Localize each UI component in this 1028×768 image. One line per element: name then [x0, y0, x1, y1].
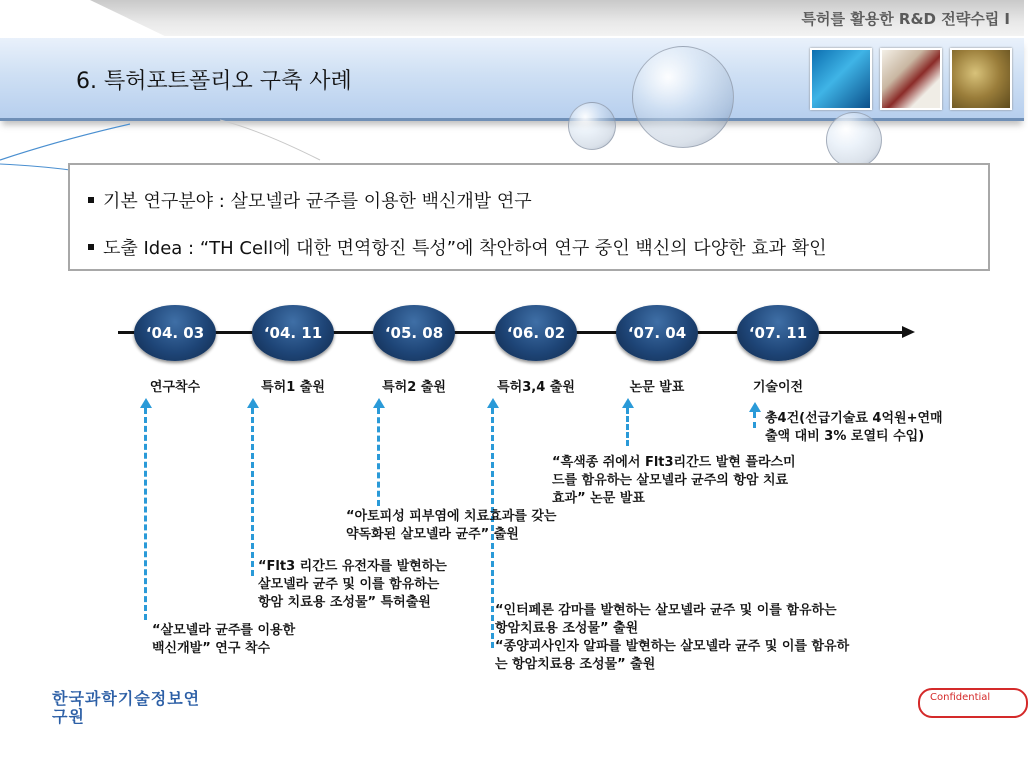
footer-org-name: 한국과학기술정보연구원 [52, 689, 201, 726]
connector-line [626, 408, 629, 446]
milestone-description: “인터페론 감마를 발현하는 살모넬라 균주 및 이를 함유하는 항암치료용 조성물” 출원 “종양괴사인자 알파를 발현하는 살모넬라 균주 및 이를 함유하 는 항암치료용 조성물” 출원 [495, 603, 850, 672]
up-arrow-icon [140, 398, 152, 408]
up-arrow-icon [373, 398, 385, 408]
timeline-node-2004-11: ‘04. 11 [252, 305, 334, 361]
milestone-description: “흑색종 쥐에서 Flt3리간드 발현 플라스미 드를 함유하는 살모넬라 균주의 항암 치료 효과” 논문 발표 [552, 455, 796, 506]
milestone-description: “아토피성 피부염에 치료효과를 갖는 약독화된 살모넬라 균주” 출원 [346, 509, 557, 542]
milestone-description: “Flt3 리간드 유전자를 발현하는 살모넬라 균주 및 이를 함유하는 항암 치료용 조성물” 특허출원 [258, 559, 447, 610]
milestone-label: 특허3,4 출원 [497, 380, 575, 395]
timeline-node-2007-04: ‘07. 04 [616, 305, 698, 361]
connector-line [377, 408, 380, 506]
connector-line [144, 408, 147, 620]
bullet-square-icon [88, 197, 94, 203]
bullet-research-field: 기본 연구분야 : 살모넬라 균주를 이용한 백신개발 연구 [88, 187, 532, 213]
milestone-label: 기술이전 [752, 380, 804, 395]
timeline-node-2006-02: ‘06. 02 [495, 305, 577, 361]
bubble-decoration [568, 102, 616, 150]
bullet-idea: 도출 Idea : “TH Cell에 대한 면역항진 특성”에 착안하여 연구 중인 백신의 다양한 효과 확인 [88, 234, 826, 260]
blue-fabric-image [810, 48, 872, 110]
milestone-label: 특허2 출원 [382, 380, 446, 395]
timeline-node-2007-11: ‘07. 11 [737, 305, 819, 361]
page-title: 6. 특허포트폴리오 구축 사례 [76, 69, 352, 94]
timeline-node-2005-08: ‘05. 08 [373, 305, 455, 361]
plant-closeup-image [950, 48, 1012, 110]
deck-title: 특허를 활용한 R&D 전략수립 I [801, 10, 1010, 28]
up-arrow-icon [749, 402, 761, 412]
up-arrow-icon [247, 398, 259, 408]
bubble-decoration [632, 46, 734, 148]
document-seal-image [880, 48, 942, 110]
connector-line [251, 408, 254, 576]
timeline-node-2004-03: ‘04. 03 [134, 305, 216, 361]
confidential-badge: Confidential [918, 688, 1028, 718]
milestone-description: 총4건(선급기술료 4억원+연매 출액 대비 3% 로열티 수입) [765, 411, 943, 444]
milestone-label: 연구착수 [149, 380, 201, 395]
timeline-arrow-icon [902, 326, 915, 338]
milestone-description: “살모넬라 균주를 이용한 백신개발” 연구 착수 [152, 623, 296, 656]
up-arrow-icon [622, 398, 634, 408]
up-arrow-icon [487, 398, 499, 408]
milestone-label: 논문 발표 [629, 380, 685, 395]
connector-line [753, 412, 756, 428]
milestone-label: 특허1 출원 [261, 380, 325, 395]
research-summary-box [68, 163, 990, 271]
bullet-square-icon [88, 244, 94, 250]
bubble-decoration [826, 112, 882, 168]
